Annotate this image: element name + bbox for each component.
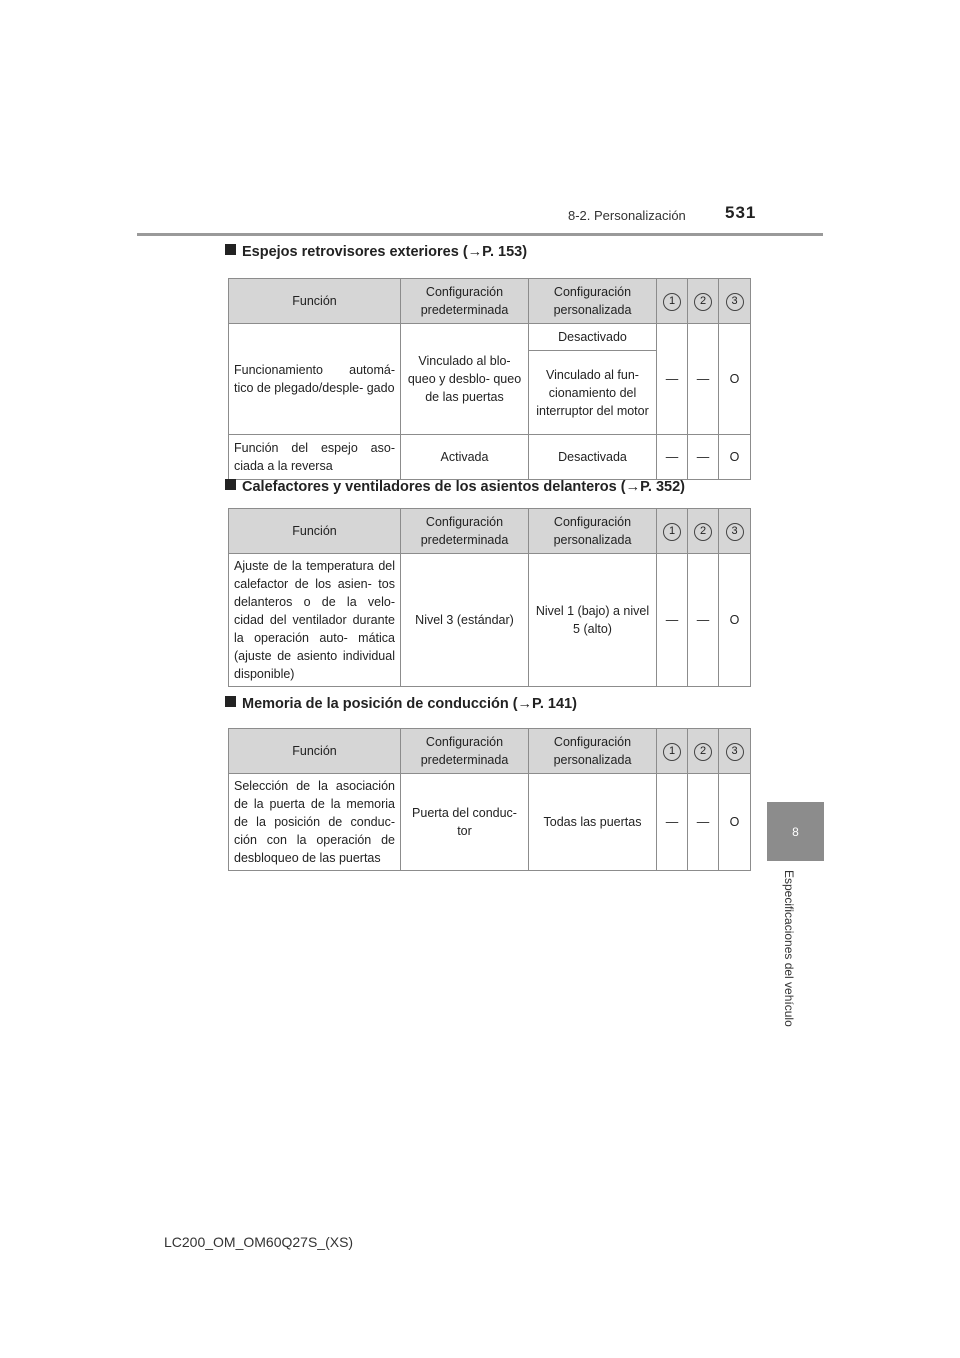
table-row bbox=[229, 324, 751, 351]
circled-number-1-icon: 1 bbox=[663, 743, 681, 761]
mark-cell: — bbox=[688, 554, 719, 687]
column-header-default: Configuración predeterminada bbox=[401, 729, 529, 774]
chapter-label: Especificaciones del vehículo bbox=[782, 870, 796, 1027]
column-header-function: Función bbox=[229, 509, 401, 554]
circled-number-1-icon: 1 bbox=[663, 523, 681, 541]
table-row bbox=[229, 554, 751, 687]
mark-cell: O bbox=[719, 324, 751, 435]
column-header-2 bbox=[688, 509, 719, 554]
default-cell: Activada bbox=[401, 435, 529, 480]
section-heading-text: Espejos retrovisores exteriores (→P. 153) bbox=[242, 244, 528, 260]
square-bullet-icon bbox=[225, 244, 236, 255]
circled-number-2-icon: 2 bbox=[694, 523, 712, 541]
circled-number-3-icon: 3 bbox=[726, 523, 744, 541]
circled-number-3-icon: 3 bbox=[726, 743, 744, 761]
column-header-custom: Configuración personalizada bbox=[529, 509, 657, 554]
section-heading-text: Memoria de la posición de conducción (→P. 141) bbox=[242, 696, 577, 712]
function-cell: Función del espejo aso- ciada a la reversa bbox=[229, 435, 401, 480]
section-heading-mirrors bbox=[225, 244, 527, 260]
default-cell: Vinculado al blo- queo y desblo- queo de las puertas bbox=[401, 324, 529, 435]
table-header-row bbox=[229, 729, 751, 774]
custom-cell: Desactivada bbox=[529, 435, 657, 480]
mark-cell: — bbox=[657, 324, 688, 435]
circled-number-1-icon: 1 bbox=[663, 293, 681, 311]
column-header-1 bbox=[657, 729, 688, 774]
mark-cell: — bbox=[657, 435, 688, 480]
circled-number-2-icon: 2 bbox=[694, 293, 712, 311]
custom-cell: Vinculado al fun- cionamiento del interruptor del motor bbox=[529, 351, 657, 435]
column-header-1 bbox=[657, 279, 688, 324]
mark-cell: — bbox=[688, 435, 719, 480]
chapter-tab[interactable] bbox=[767, 802, 824, 861]
custom-cell: Nivel 1 (bajo) a nivel 5 (alto) bbox=[529, 554, 657, 687]
column-header-2 bbox=[688, 729, 719, 774]
column-header-3 bbox=[719, 279, 751, 324]
table-row bbox=[229, 774, 751, 871]
column-header-1 bbox=[657, 509, 688, 554]
function-cell: Ajuste de la temperatura del calefactor de los asien- tos delanteros o de la velo- cidad del ventilador durante la operación auto- mática (ajuste de asiento individual disponible) bbox=[229, 554, 401, 687]
table-header-row bbox=[229, 279, 751, 324]
square-bullet-icon bbox=[225, 696, 236, 707]
settings-table-mirrors bbox=[228, 278, 751, 480]
settings-table-driving-position bbox=[228, 728, 751, 871]
column-header-custom: Configuración personalizada bbox=[529, 279, 657, 324]
mark-cell: — bbox=[657, 774, 688, 871]
custom-cell: Desactivado bbox=[529, 324, 657, 351]
header-divider bbox=[137, 233, 823, 236]
mark-cell: O bbox=[719, 774, 751, 871]
document-code: LC200_OM_OM60Q27S_(XS) bbox=[164, 1234, 354, 1250]
chapter-number: 8 bbox=[792, 824, 799, 839]
circled-number-3-icon: 3 bbox=[726, 293, 744, 311]
table-row bbox=[229, 435, 751, 480]
function-cell: Funcionamiento automá- tico de plegado/desple- gado bbox=[229, 324, 401, 435]
mark-cell: — bbox=[688, 774, 719, 871]
section-title: 8-2. Personalización bbox=[568, 208, 686, 223]
section-heading-driving-position bbox=[225, 696, 577, 712]
custom-cell: Todas las puertas bbox=[529, 774, 657, 871]
column-header-function: Función bbox=[229, 279, 401, 324]
column-header-default: Configuración predeterminada bbox=[401, 279, 529, 324]
mark-cell: — bbox=[657, 554, 688, 687]
function-cell: Selección de la asociación de la puerta de la memoria de la posición de conduc- ción con la operación de desbloqueo de las puertas bbox=[229, 774, 401, 871]
section-heading-text: Calefactores y ventiladores de los asientos delanteros (→P. 352) bbox=[242, 479, 685, 495]
column-header-default: Configuración predeterminada bbox=[401, 509, 529, 554]
column-header-custom: Configuración personalizada bbox=[529, 729, 657, 774]
page-number: 531 bbox=[725, 203, 757, 222]
mark-cell: O bbox=[719, 435, 751, 480]
column-header-3 bbox=[719, 509, 751, 554]
default-cell: Nivel 3 (estándar) bbox=[401, 554, 529, 687]
settings-table-seat-heaters bbox=[228, 508, 751, 687]
mark-cell: — bbox=[688, 324, 719, 435]
section-heading-seat-heaters bbox=[225, 479, 685, 495]
square-bullet-icon bbox=[225, 479, 236, 490]
column-header-3 bbox=[719, 729, 751, 774]
column-header-2 bbox=[688, 279, 719, 324]
default-cell: Puerta del conduc- tor bbox=[401, 774, 529, 871]
mark-cell: O bbox=[719, 554, 751, 687]
column-header-function: Función bbox=[229, 729, 401, 774]
circled-number-2-icon: 2 bbox=[694, 743, 712, 761]
table-header-row bbox=[229, 509, 751, 554]
